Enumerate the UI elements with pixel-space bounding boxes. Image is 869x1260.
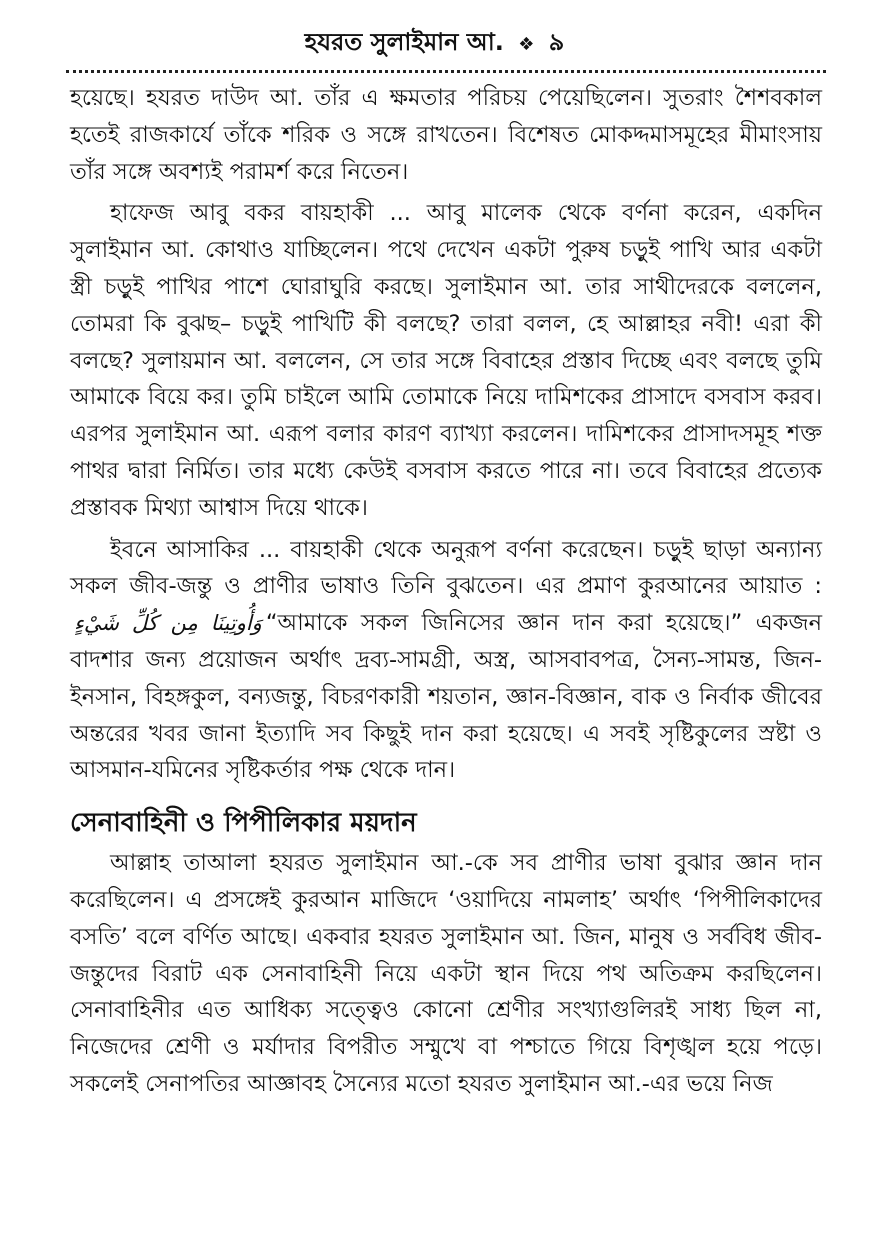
paragraph-3-rest: “আমাকে সকল জিনিসের জ্ঞান দান করা হয়েছে।” একজন বাদশার জন্য প্রয়োজন অর্থাৎ দ্রব্য-সামগ্রী, অস্ত্র, আসবাবপত্র, সৈন্য-সামন্ত, জিন-ইনসান, বিহঙ্গকুল, বন্যজন্তু, বিচরণকারী শয়তান, জ্ঞান-বিজ্ঞান, বাক ও নির্বাক জীবের অন্তরের খবর জানা ইত্যাদি সব কিছুই দান করা হয়েছে। এ সবই সৃষ্টিকুলের স্রষ্টা ও আসমান-যমিনের সৃষ্টিকর্তার পক্ষ থেকে দান। bbox=[70, 610, 823, 784]
arabic-verse: وَأُوتِينَا مِن كُلِّ شَيْءٍ bbox=[74, 611, 262, 636]
paragraph-3-lead: ইবনে আসাকির ... বায়হাকী থেকে অনুরূপ বর্ণনা করেছেন। চড়ুই ছাড়া অন্যান্য সকল জীব-জন্তু ও প্রাণীর ভাষাও তিনি বুঝতেন। এর প্রমাণ কুরআনের আয়াত : bbox=[70, 536, 822, 600]
header-title: হযরত সুলাইমান আ. bbox=[304, 28, 504, 56]
paragraph-1: হয়েছে। হযরত দাউদ আ. তাঁর এ ক্ষমতার পরিচয় পেয়েছিলেন। সুতরাং শৈশবকাল হতেই রাজকার্যে তাঁকে শরিক ও সঙ্গে রাখতেন। বিশেষত মোকদ্দমাসমূহের মীমাংসায় তাঁর সঙ্গে অবশ্যই পরামর্শ করে নিতেন। bbox=[70, 85, 822, 185]
paragraph-2: হাফেজ আবু বকর বায়হাকী ... আবু মালেক থেকে বর্ণনা করেন, একদিন সুলাইমান আ. কোথাও যাচ্ছিলেন। পথে দেখেন একটা পুরুষ চড়ুই পাখি আর একটা স্ত্রী চড়ুই পাখির পাশে ঘোরাঘুরি করছে। সুলাইমান আ. তার সাথীদেরকে বললেন, তোমরা কি বুঝছ– চড়ুই পাখিটি কী বলছে? তারা বলল, হে আল্লাহর নবী! এরা কী বলছে? সুলায়মান আ. বললেন, সে তার সঙ্গে বিবাহের প্রস্তাব দিচ্ছে এবং বলছে তুমি আমাকে বিয়ে কর। তুমি চাইলে আমি তোমাকে নিয়ে দামিশকের প্রাসাদে বসবাস করব। এরপর সুলাইমান আ. এরূপ বলার কারণ ব্যাখ্যা করলেন। দামিশকের প্রাসাদসমূহ শক্ত পাথর দ্বারা নির্মিত। তার মধ্যে কেউই বসবাস করতে পারে না। তবে বিবাহের প্রত্যেক প্রস্তাবক মিথ্যা আশ্বাস দিয়ে থাকে। bbox=[70, 200, 822, 521]
ornament-icon: ❖ bbox=[518, 34, 535, 55]
header-divider bbox=[66, 70, 826, 73]
running-header bbox=[0, 22, 869, 62]
page-number: ৯ bbox=[548, 28, 565, 56]
section-paragraph: আল্লাহ তাআলা হযরত সুলাইমান আ.-কে সব প্রাণীর ভাষা বুঝার জ্ঞান দান করেছিলেন। এ প্রসঙ্গেই কুরআন মাজিদে ‘ওয়াদিয়ে নামলাহ’ অর্থাৎ ‘পিপীলিকাদের বসতি’ বলে বর্ণিত আছে। একবার হযরত সুলাইমান আ. জিন, মানুষ ও সর্ববিধ জীব-জন্তুদের বিরাট এক সেনাবাহিনী নিয়ে একটা স্থান দিয়ে পথ অতিক্রম করছিলেন। সেনাবাহিনীর এত আধিক্য সত্ত্বেও কোনো শ্রেণীর সংখ্যাগুলিরই সাধ্য ছিল না, নিজেদের শ্রেণী ও মর্যাদার বিপরীত সম্মুখে বা পশ্চাতে গিয়ে বিশৃঙ্খল হয়ে পড়ে। সকলেই সেনাপতির আজ্ঞাবহ সৈন্যের মতো হযরত সুলাইমান আ.-এর ভয়ে নিজ bbox=[70, 850, 822, 1097]
body-text bbox=[70, 80, 822, 1108]
paragraph-3 bbox=[70, 532, 822, 790]
section-heading: সেনাবাহিনী ও পিপীলিকার ময়দান bbox=[70, 808, 417, 839]
